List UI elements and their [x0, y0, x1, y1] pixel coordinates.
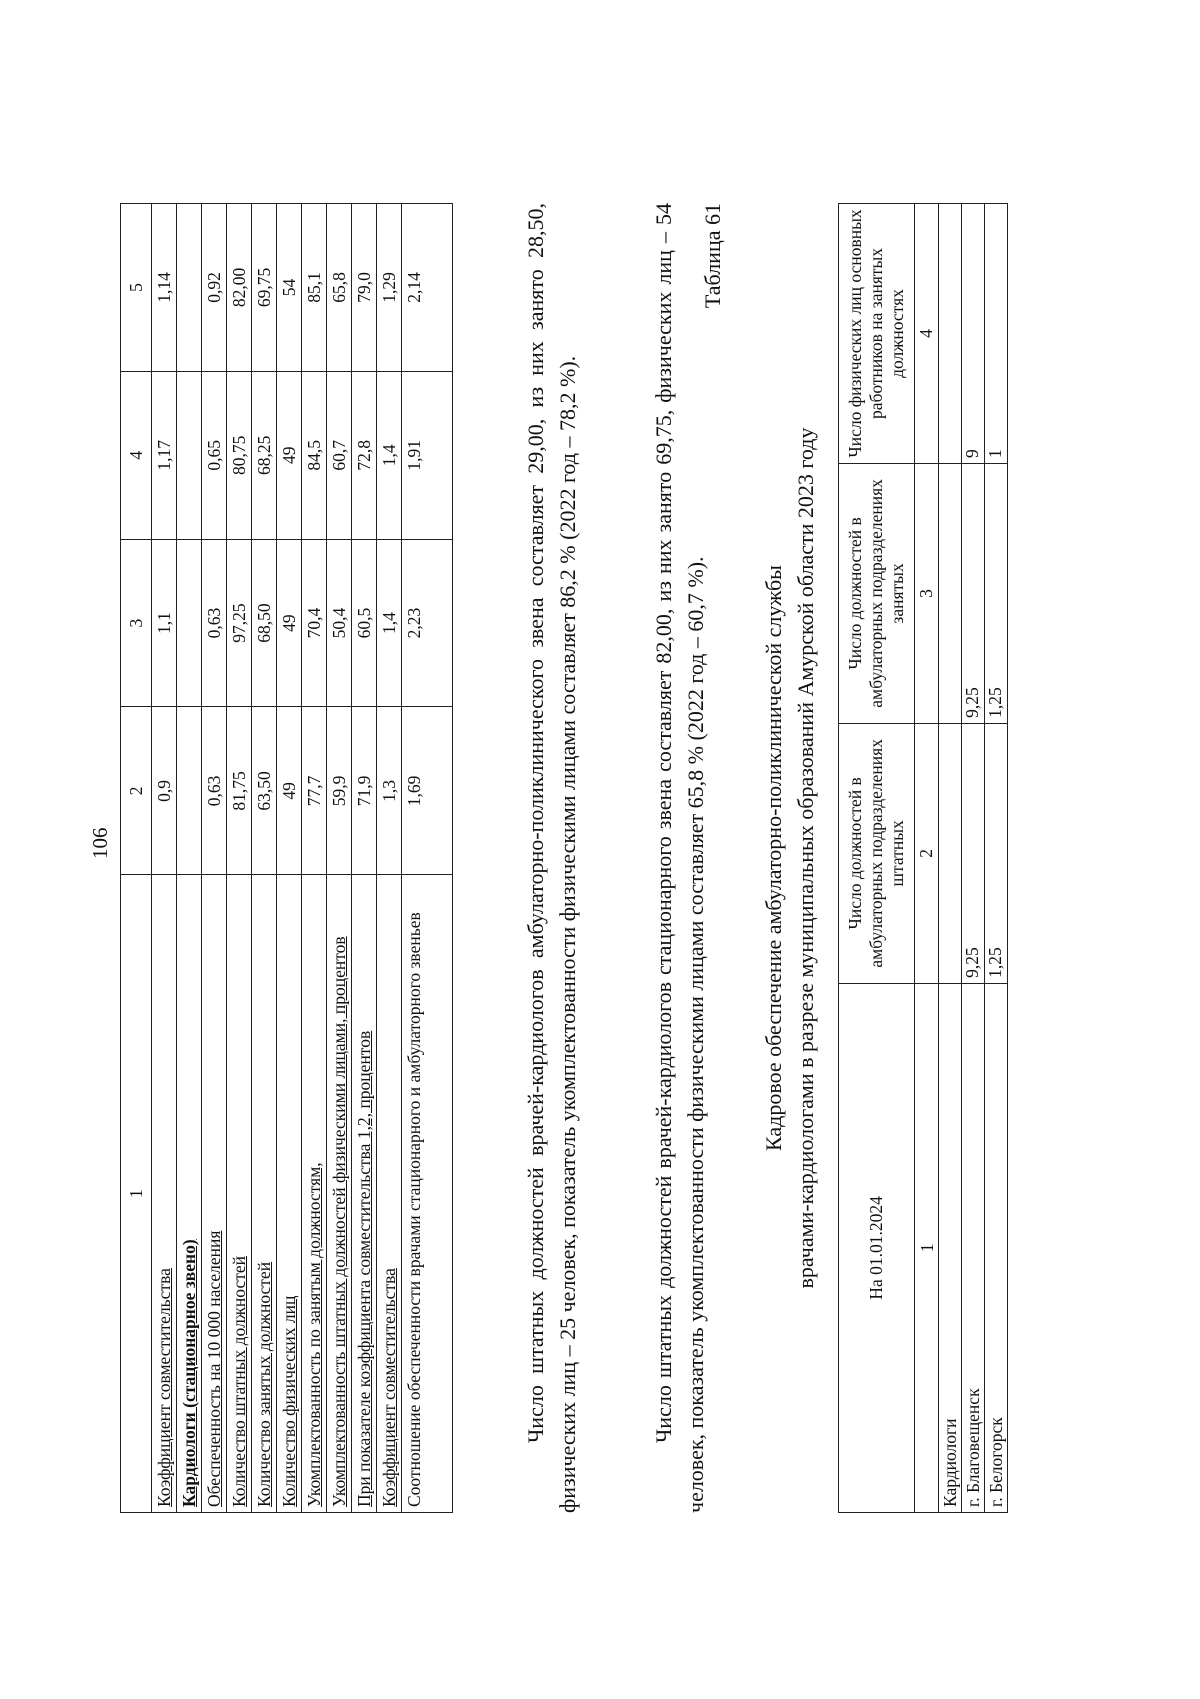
table-cell: 49 [277, 707, 302, 875]
column-number: 5 [121, 204, 152, 372]
table-cell [939, 204, 962, 464]
column-header: На 01.01.2024 [839, 983, 915, 1512]
table-cell: 71,9 [352, 707, 377, 875]
table-cell: 2,14 [402, 204, 453, 372]
table-cell: 54 [277, 204, 302, 372]
table-cell: 70,4 [302, 539, 327, 707]
table-cell [177, 204, 202, 372]
table-cell: 0,65 [202, 371, 227, 539]
table-cell [177, 707, 202, 875]
table-cell: 68,25 [252, 371, 277, 539]
page-number: 106 [88, 827, 112, 859]
table-cell: 79,0 [352, 204, 377, 372]
paragraph-ambulatory-cardiologists: Число штатных должностей врачей-кардиологов амбулаторно-поликлинического звена составляет 29,00, из них занято 28,50, физических лиц – 25 человек, показатель укомплектованности физическими лицами составляет 86,2 % (2022 год – 78,2 %). [523, 203, 580, 1513]
row-label: Количество штатных должностей [227, 875, 252, 1513]
table-cell: 0,63 [202, 539, 227, 707]
table-cell: 59,9 [327, 707, 352, 875]
table-cell [177, 539, 202, 707]
paragraph-inpatient-cardiologists: Число штатных должностей врачей-кардиологов стационарного звена составляет 82,00, из них занято 69,75, физических лиц – 54 человек, показатель укомплектованности физическими лицами составляет 65,8 % (2022 год – 60,7 %). [651, 203, 708, 1513]
table-cell: 1,4 [377, 539, 402, 707]
row-label: Коэффициент совместительства [377, 875, 402, 1513]
table-cell: 1,29 [377, 204, 402, 372]
table-cell: 85,1 [302, 204, 327, 372]
table-cell: 0,9 [152, 707, 177, 875]
column-number-row [915, 204, 939, 1513]
table-section-row [177, 204, 202, 1513]
table-cell: 80,75 [227, 371, 252, 539]
table-row [277, 204, 302, 1513]
column-header: Число должностей в амбулаторных подразделениях штатных [839, 723, 915, 983]
table-cell: 84,5 [302, 371, 327, 539]
row-label: г. Благовещенск [962, 983, 985, 1512]
row-label: Коэффициент совместительства [152, 875, 177, 1513]
table-row [985, 204, 1008, 1513]
table-title-line-2: врачами-кардиологами в разрезе муниципальных образований Амурской области 2023 году [793, 427, 818, 1289]
column-header: Число физических лиц основных работников на занятых должностях [839, 204, 915, 464]
table-cell: 82,00 [227, 204, 252, 372]
table-title-line-1: Кадровое обеспечение амбулаторно-поликлинической службы [761, 565, 786, 1151]
table-cell: 1,17 [152, 371, 177, 539]
table-cell: 49 [277, 371, 302, 539]
table-row [352, 204, 377, 1513]
column-number: 4 [121, 371, 152, 539]
table-row [939, 204, 962, 1513]
table-row [402, 204, 453, 1513]
ambulatory-staffing-table [838, 203, 1008, 1513]
table-row [202, 204, 227, 1513]
column-number: 3 [915, 463, 939, 723]
table-cell: 0,92 [202, 204, 227, 372]
table-cell: 1 [985, 204, 1008, 464]
table-caption: Таблица 61 [700, 203, 725, 309]
table-cell: 1,25 [985, 723, 1008, 983]
table-cell: 97,25 [227, 539, 252, 707]
row-label: Обеспеченность на 10 000 населения [202, 875, 227, 1513]
table-cell: 1,25 [985, 463, 1008, 723]
table-row [962, 204, 985, 1513]
table-cell: 72,8 [352, 371, 377, 539]
table-cell: 9,25 [962, 723, 985, 983]
column-number: 1 [915, 983, 939, 1512]
table-cell: 1,14 [152, 204, 177, 372]
row-label: При показателе коэффициента совместительства 1,2, процентов [352, 875, 377, 1513]
table-cell [177, 371, 202, 539]
table-cell: 68,50 [252, 539, 277, 707]
table-cell: 65,8 [327, 204, 352, 372]
column-number: 1 [121, 875, 152, 1513]
column-number: 4 [915, 204, 939, 464]
table-cell: 1,1 [152, 539, 177, 707]
table-cell [939, 463, 962, 723]
column-number: 2 [121, 707, 152, 875]
table-header-row [839, 204, 915, 1513]
row-label: Укомплектованность по занятым должностям, [302, 875, 327, 1513]
table-row [377, 204, 402, 1513]
row-label: Количество занятых должностей [252, 875, 277, 1513]
table-cell [939, 723, 962, 983]
table-row [152, 204, 177, 1513]
table-cell: 9 [962, 204, 985, 464]
table-cell: 1,91 [402, 371, 453, 539]
row-label: Количество физических лиц [277, 875, 302, 1513]
table-cell: 2,23 [402, 539, 453, 707]
row-label: г. Белогорск [985, 983, 1008, 1512]
table-row [227, 204, 252, 1513]
table-cell: 49 [277, 539, 302, 707]
row-label: Укомплектованность штатных должностей физическими лицами, процентов [327, 875, 352, 1513]
table-cell: 50,4 [327, 539, 352, 707]
table-cell: 1,69 [402, 707, 453, 875]
column-header: Число должностей в амбулаторных подразделениях занятых [839, 463, 915, 723]
table-row [252, 204, 277, 1513]
table-cell: 60,7 [327, 371, 352, 539]
column-number: 2 [915, 723, 939, 983]
table-header-row [121, 204, 152, 1513]
table-cell: 9,25 [962, 463, 985, 723]
row-label: Соотношение обеспеченности врачами стационарного и амбулаторного звеньев [402, 875, 453, 1513]
column-number: 3 [121, 539, 152, 707]
table-cell: 63,50 [252, 707, 277, 875]
table-cell: 81,75 [227, 707, 252, 875]
table-cell: 1,4 [377, 371, 402, 539]
table-cell: 0,63 [202, 707, 227, 875]
section-label: Кардиологи (стационарное звено) [177, 875, 202, 1513]
row-label: Кардиологи [939, 983, 962, 1512]
table-row [327, 204, 352, 1513]
cardiologists-indicators-table [120, 203, 453, 1513]
table-cell: 1,3 [377, 707, 402, 875]
table-cell: 77,7 [302, 707, 327, 875]
table-row [302, 204, 327, 1513]
table-cell: 69,75 [252, 204, 277, 372]
table-cell: 60,5 [352, 539, 377, 707]
